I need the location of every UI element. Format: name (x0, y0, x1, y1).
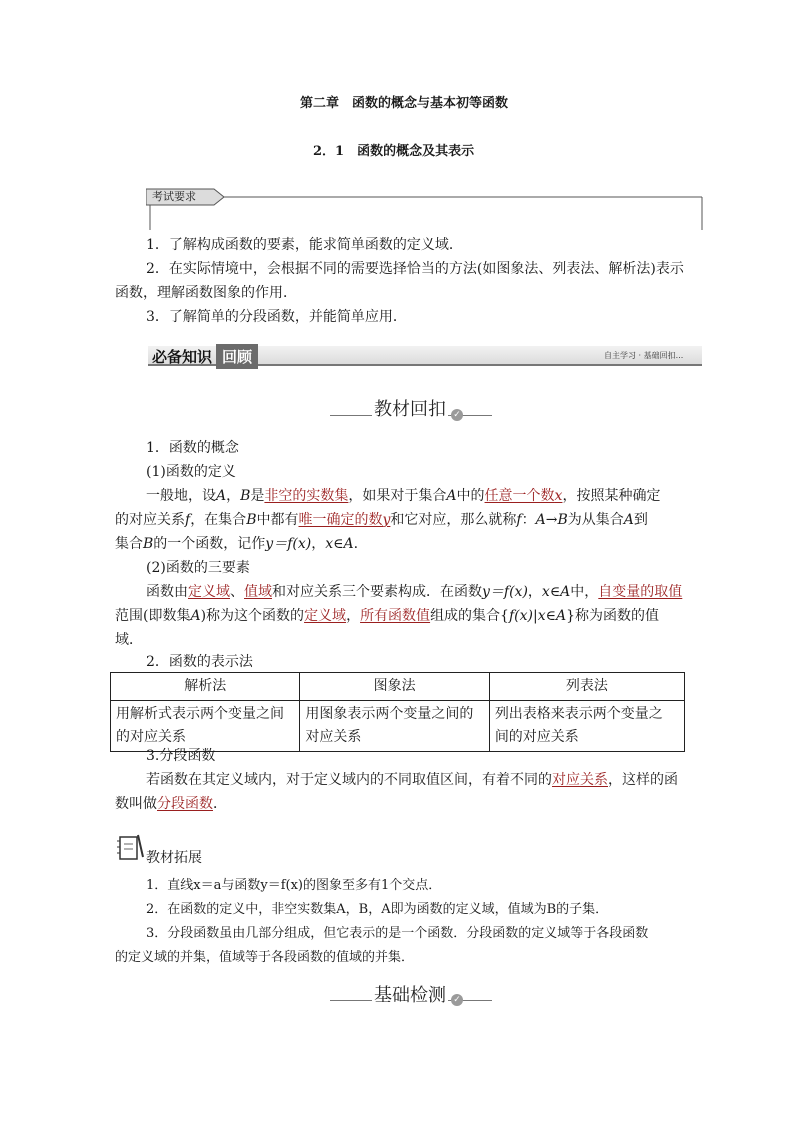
expansion-item-3: 3．分段函数虽由几部分组成，但它表示的是一个函数．分段函数的定义域等于各段函数 (146, 926, 649, 941)
piecewise-line-2: 数叫做分段函数． (115, 796, 227, 812)
expansion-heading: 教材拓展 (146, 850, 202, 866)
exam-item-2: 2．在实际情境中，会根据不同的需要选择恰当的方法(如图象法、列表法、解析法)表示 (146, 261, 684, 277)
check-icon: ✓ (451, 409, 463, 421)
exam-item-1: 1．了解构成函数的要素，能求简单函数的定义域． (146, 237, 463, 253)
section-title: 2．1 函数的概念及其表示 (313, 144, 475, 159)
table-cell: 用图象表示两个变量之间的 对应关系 (300, 701, 489, 752)
table-cell: 用解析式表示两个变量之间 的对应关系 (111, 701, 300, 752)
col-graph: 图象法 (300, 673, 489, 701)
answer-range: 值域 (244, 584, 272, 600)
expansion-item-3-cont: 的定义域的并集，值域等于各段函数的值域的并集． (115, 950, 415, 965)
three-elements-line-2: 范围(即数集A)称为这个函数的定义域，所有函数值组成的集合{f(x)|x∈A}称为函数的值 (115, 608, 659, 624)
expansion-item-2: 2．在函数的定义中，非空实数集A，B，A即为函数的定义域，值域为B的子集． (146, 902, 609, 917)
exam-box-frame (146, 186, 706, 230)
answer-any-number: 任意一个数x (484, 488, 563, 504)
answer-correspondence: 对应关系 (552, 772, 608, 788)
table-row (111, 701, 685, 752)
chapter-title: 第二章 函数的概念与基本初等函数 (300, 96, 509, 111)
piecewise-line-1: 若函数在其定义域内，对于定义域内的不同取值区间，有着不同的对应关系，这样的函 (146, 772, 678, 788)
answer-domain-2: 定义域 (304, 608, 347, 624)
exam-item-2-cont: 函数，理解函数图象的作用． (115, 285, 297, 301)
expansion-item-1: 1．直线x＝a与函数y＝f(x)的图象至多有1个交点． (146, 878, 442, 893)
textbook-head: 教材回扣 (372, 395, 448, 421)
definition-line-2: 的对应关系f，在集合B中都有唯一确定的数y和它对应，那么就称f：A→B为从集合A到 (115, 512, 648, 528)
notebook-pen-icon (117, 833, 145, 863)
definition-line-1: 一般地，设A，B是非空的实数集，如果对于集合A中的任意一个数x，按照某种确定 (146, 488, 661, 504)
banner-right-text: 自主学习 · 基础回扣... (604, 351, 684, 360)
three-elements-line-1: 函数由定义域、值域和对应关系三个要素构成．在函数y＝f(x)，x∈A中，自变量的取值 (146, 584, 683, 600)
check-head: 基础检测 (372, 981, 448, 1007)
banner-label (148, 344, 258, 366)
piecewise-heading: 3.分段函数 (146, 748, 216, 764)
check-icon-2: ✓ (451, 994, 463, 1006)
answer-variable-values: 自变量的取值 (598, 584, 683, 600)
exam-requirement-box (146, 186, 706, 230)
three-elements-heading: (2)函数的三要素 (146, 560, 250, 576)
table-header-row (111, 673, 685, 701)
answer-all-values: 所有函数值 (360, 608, 431, 624)
col-analytic: 解析法 (111, 673, 300, 701)
banner-label-b: 回顾 (216, 344, 258, 369)
col-list: 列表法 (489, 673, 684, 701)
concept-heading: 1．函数的概念 (146, 440, 239, 456)
answer-unique-number: 唯一确定的数y (298, 512, 391, 528)
representation-table (110, 672, 685, 752)
exam-item-3: 3．了解简单的分段函数，并能简单应用． (146, 309, 407, 325)
answer-nonempty-set: 非空的实数集 (264, 488, 349, 504)
definition-heading: (1)函数的定义 (146, 464, 236, 480)
representation-heading: 2．函数的表示法 (146, 654, 253, 670)
answer-domain: 定义域 (188, 584, 230, 600)
definition-line-3: 集合B的一个函数，记作y＝f(x)，x∈A. (115, 536, 359, 552)
three-elements-line-3: 域． (115, 632, 143, 648)
table-cell: 列出表格来表示两个变量之 间的对应关系 (489, 701, 684, 752)
exam-tag: 考试要求 (152, 190, 196, 203)
banner-label-a: 必备知识 (152, 348, 213, 366)
answer-piecewise: 分段函数 (157, 796, 213, 812)
